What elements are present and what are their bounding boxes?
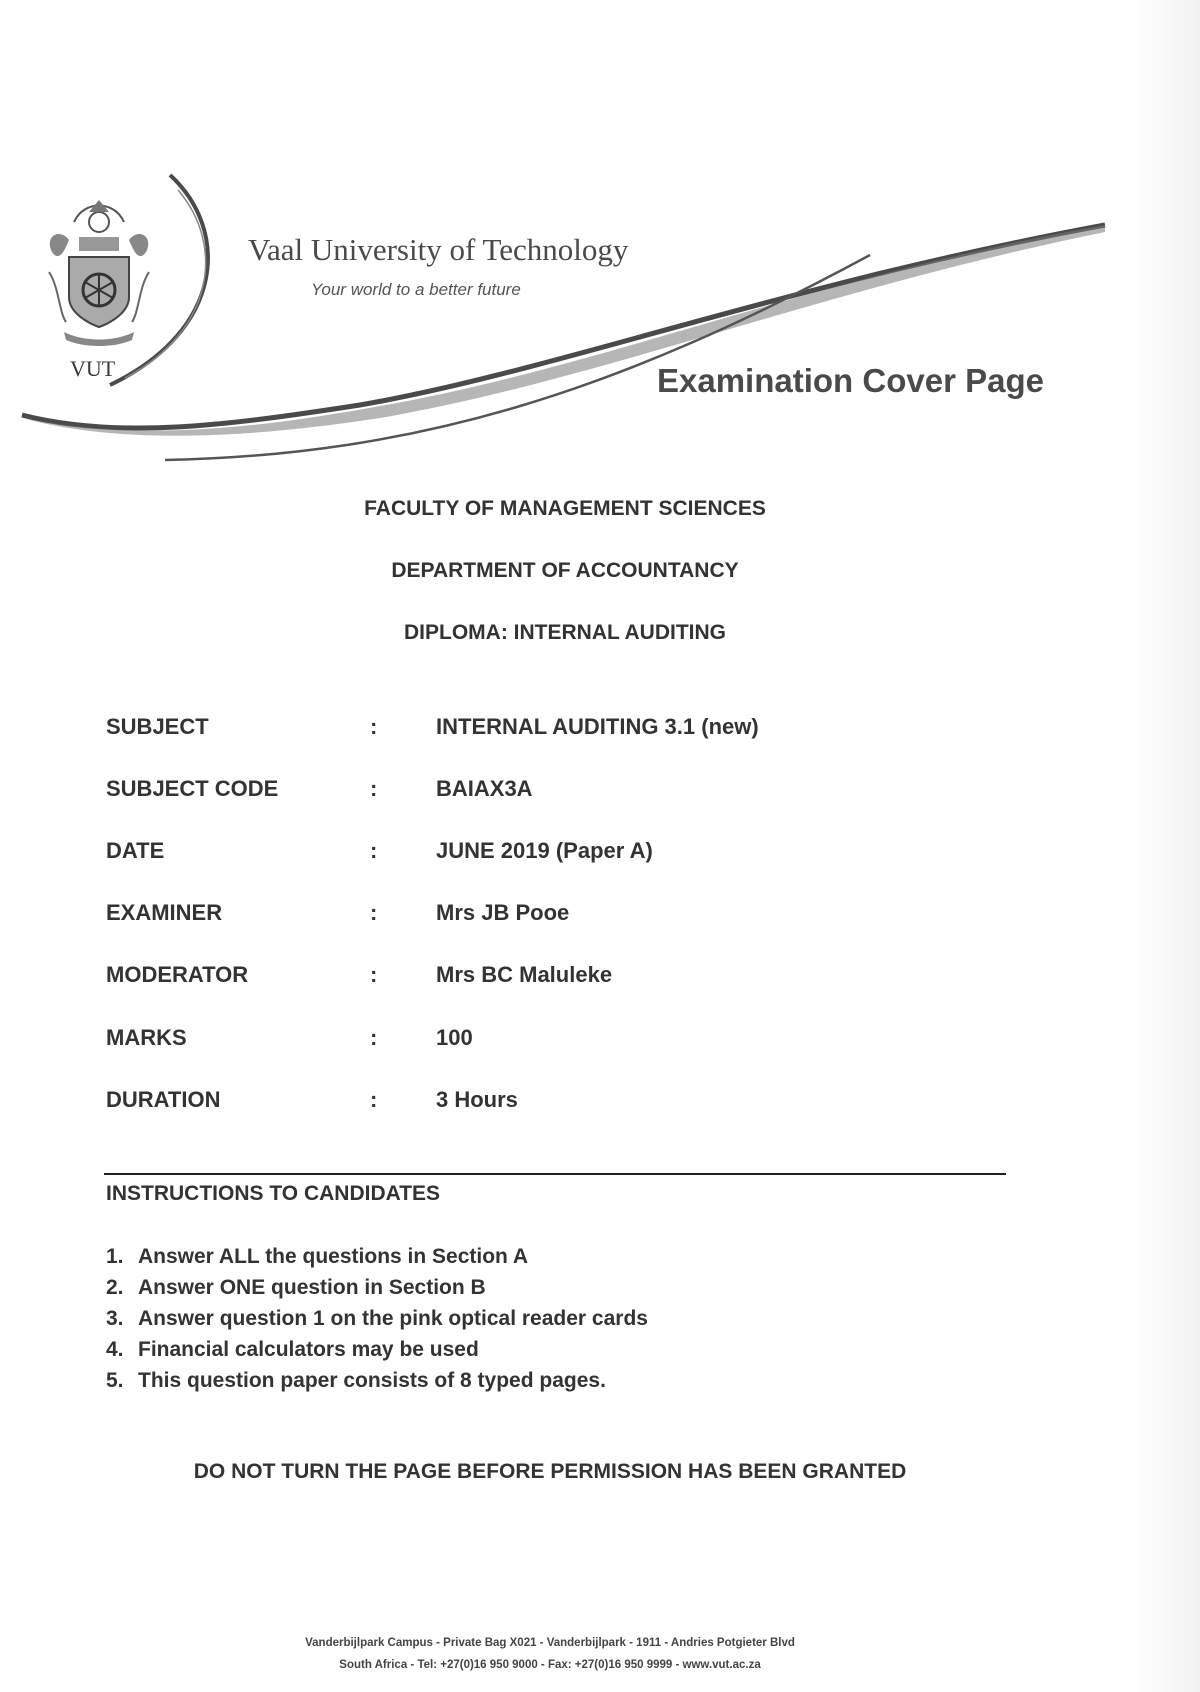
footer-contact-line: South Africa - Tel: +27(0)16 950 9000 - Fax: +27(0)16 950 9999 - www.vut.ac.za: [339, 1659, 761, 1671]
list-item-text: Answer ALL the questions in Section A: [138, 1245, 529, 1268]
list-item-text: Answer question 1 on the pink optical reader cards: [138, 1307, 648, 1330]
detail-label: EXAMINER: [106, 900, 223, 925]
list-item-number: 3.: [106, 1307, 124, 1330]
list-item-text: Financial calculators may be used: [138, 1338, 479, 1361]
faculty-heading: FACULTY OF MANAGEMENT SCIENCES: [364, 497, 766, 520]
detail-colon: :: [370, 838, 378, 863]
detail-colon: :: [370, 1025, 378, 1050]
permission-warning: DO NOT TURN THE PAGE BEFORE PERMISSION HAS BEEN GRANTED: [193, 1460, 907, 1483]
list-item: [106, 1241, 648, 1272]
department-heading: DEPARTMENT OF ACCOUNTANCY: [391, 559, 739, 582]
list-item-number: 5.: [106, 1369, 124, 1392]
detail-label: DURATION: [106, 1087, 221, 1112]
university-tagline: Your world to a better future: [311, 280, 521, 299]
detail-value: Mrs BC Maluleke: [436, 962, 613, 987]
instructions-title: INSTRUCTIONS TO CANDIDATES: [106, 1182, 441, 1205]
detail-value: 3 Hours: [436, 1087, 518, 1112]
list-item-number: 4.: [106, 1338, 124, 1361]
detail-label: DATE: [106, 838, 165, 863]
detail-label: MARKS: [106, 1025, 187, 1050]
list-item: [106, 1303, 648, 1334]
university-crest-logo: [44, 192, 154, 352]
list-item: [106, 1272, 648, 1303]
list-item-text: Answer ONE question in Section B: [138, 1276, 486, 1299]
list-item-number: 2.: [106, 1276, 124, 1299]
detail-colon: :: [370, 962, 378, 987]
detail-value: INTERNAL AUDITING 3.1 (new): [436, 714, 759, 739]
detail-label: SUBJECT: [106, 714, 209, 739]
detail-label: MODERATOR: [106, 962, 249, 987]
university-name: Vaal University of Technology: [248, 232, 629, 267]
detail-value: BAIAX3A: [436, 776, 533, 801]
list-item-number: 1.: [106, 1245, 124, 1268]
detail-value: 100: [436, 1025, 473, 1050]
detail-value: JUNE 2019 (Paper A): [436, 838, 653, 863]
detail-value: Mrs JB Pooe: [436, 900, 570, 925]
list-item: [106, 1334, 648, 1365]
list-item-text: This question paper consists of 8 typed pages.: [138, 1369, 606, 1392]
detail-colon: :: [370, 1087, 378, 1112]
cover-page-title: Examination Cover Page: [657, 362, 1044, 399]
detail-colon: :: [370, 714, 378, 739]
detail-colon: :: [370, 776, 378, 801]
detail-label: SUBJECT CODE: [106, 776, 279, 801]
section-divider: [104, 1173, 1006, 1175]
instructions-list: [106, 1241, 648, 1396]
diploma-heading: DIPLOMA: INTERNAL AUDITING: [404, 621, 726, 644]
list-item: [106, 1365, 648, 1396]
detail-colon: :: [370, 900, 378, 925]
crest-abbreviation: VUT: [70, 356, 116, 381]
footer-address-line: Vanderbijlpark Campus - Private Bag X021 - Vanderbijlpark - 1911 - Andries Potgieter Blvd: [305, 1637, 795, 1649]
